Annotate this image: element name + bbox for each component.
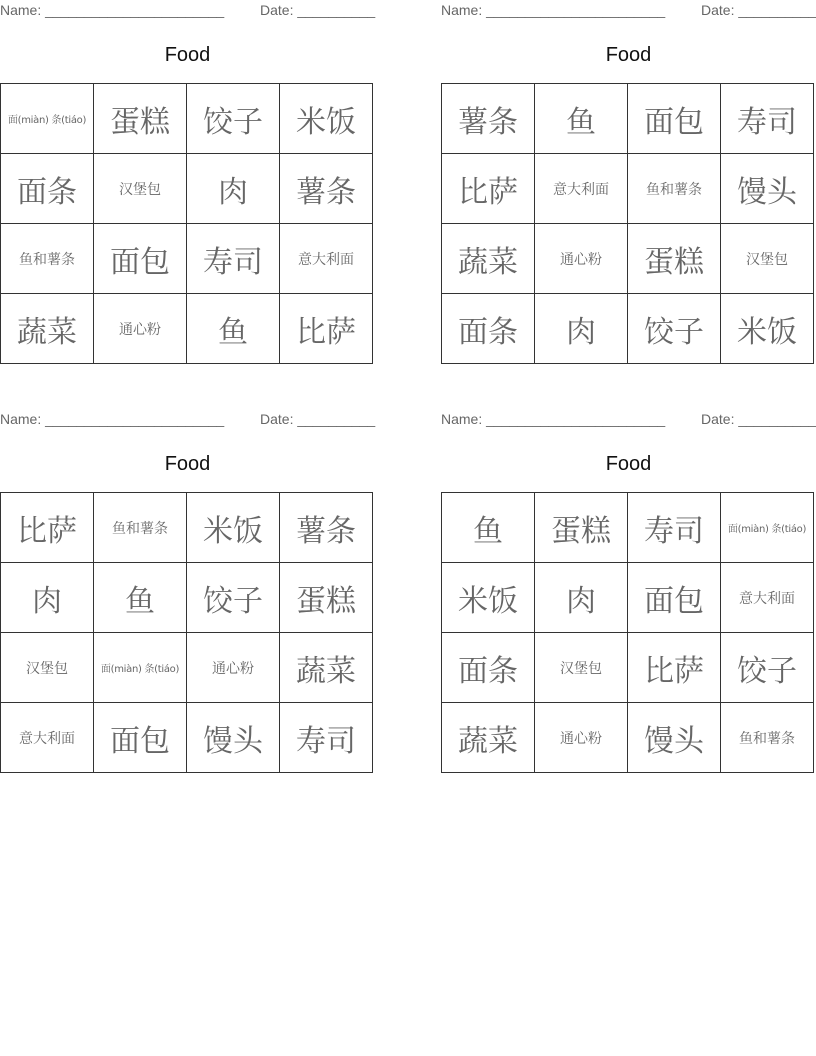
grid-cell: 米饭	[280, 84, 373, 154]
grid-cell: 肉	[535, 563, 628, 633]
grid-row	[1, 493, 373, 563]
grid-cell: 意大利面	[535, 154, 628, 224]
grid-cell: 鱼和薯条	[628, 154, 721, 224]
grid-cell: 面条	[442, 294, 535, 364]
grid-cell: 蔬菜	[442, 703, 535, 773]
grid-cell: 汉堡包	[721, 224, 814, 294]
grid-cell: 面包	[94, 224, 187, 294]
date-field-label: Date: __________	[701, 2, 816, 18]
grid-row	[1, 294, 373, 364]
grid-cell: 蔬菜	[442, 224, 535, 294]
bingo-grid	[0, 492, 373, 773]
grid-cell: 面(miàn) 条(tiáo)	[1, 84, 94, 154]
grid-cell: 鱼	[535, 84, 628, 154]
grid-cell: 蔬菜	[1, 294, 94, 364]
grid-row	[442, 224, 814, 294]
name-field-label: Name: _______________________	[0, 2, 225, 18]
grid-cell: 米饭	[721, 294, 814, 364]
grid-cell: 面包	[94, 703, 187, 773]
grid-cell: 饺子	[721, 633, 814, 703]
grid-cell: 意大利面	[721, 563, 814, 633]
grid-row	[442, 493, 814, 563]
grid-cell: 蛋糕	[280, 563, 373, 633]
grid-cell: 蛋糕	[94, 84, 187, 154]
grid-cell: 肉	[1, 563, 94, 633]
grid-cell: 薯条	[442, 84, 535, 154]
grid-row	[442, 563, 814, 633]
grid-cell: 面条	[1, 154, 94, 224]
grid-cell: 汉堡包	[535, 633, 628, 703]
grid-cell: 面包	[628, 84, 721, 154]
grid-cell: 意大利面	[1, 703, 94, 773]
card-title: Food	[605, 453, 652, 475]
grid-row	[442, 84, 814, 154]
grid-cell: 通心粉	[94, 294, 187, 364]
grid-cell: 饺子	[187, 563, 280, 633]
grid-row	[1, 563, 373, 633]
grid-cell: 通心粉	[187, 633, 280, 703]
grid-cell: 通心粉	[535, 224, 628, 294]
grid-cell: 馒头	[187, 703, 280, 773]
card-title: Food	[605, 44, 652, 66]
grid-cell: 比萨	[442, 154, 535, 224]
date-field-label: Date: __________	[701, 411, 816, 427]
grid-cell: 鱼和薯条	[94, 493, 187, 563]
grid-cell: 面包	[628, 563, 721, 633]
grid-cell: 寿司	[628, 493, 721, 563]
grid-cell: 比萨	[628, 633, 721, 703]
name-field-label: Name: _______________________	[441, 2, 666, 18]
grid-row	[1, 154, 373, 224]
grid-cell: 薯条	[280, 493, 373, 563]
grid-cell: 鱼	[94, 563, 187, 633]
grid-cell: 馒头	[628, 703, 721, 773]
grid-row	[442, 154, 814, 224]
grid-cell: 比萨	[1, 493, 94, 563]
grid-cell: 蔬菜	[280, 633, 373, 703]
name-field-label: Name: _______________________	[441, 411, 666, 427]
grid-row	[1, 224, 373, 294]
grid-cell: 米饭	[187, 493, 280, 563]
grid-cell: 寿司	[187, 224, 280, 294]
bingo-grid	[441, 492, 814, 773]
grid-cell: 鱼	[187, 294, 280, 364]
grid-cell: 肉	[187, 154, 280, 224]
bingo-grid	[0, 83, 373, 364]
grid-row	[1, 703, 373, 773]
grid-cell: 饺子	[187, 84, 280, 154]
bingo-grid	[441, 83, 814, 364]
date-field-label: Date: __________	[260, 2, 376, 18]
grid-row	[442, 703, 814, 773]
grid-cell: 意大利面	[280, 224, 373, 294]
grid-cell: 面(miàn) 条(tiáo)	[94, 633, 187, 703]
grid-row	[442, 633, 814, 703]
grid-cell: 馒头	[721, 154, 814, 224]
date-field-label: Date: __________	[260, 411, 376, 427]
grid-row	[1, 633, 373, 703]
grid-cell: 鱼	[442, 493, 535, 563]
grid-cell: 鱼和薯条	[1, 224, 94, 294]
grid-cell: 薯条	[280, 154, 373, 224]
card-title: Food	[164, 44, 211, 66]
grid-cell: 面(miàn) 条(tiáo)	[721, 493, 814, 563]
grid-row	[442, 294, 814, 364]
grid-row	[1, 84, 373, 154]
grid-cell: 通心粉	[535, 703, 628, 773]
grid-cell: 肉	[535, 294, 628, 364]
grid-cell: 面条	[442, 633, 535, 703]
grid-cell: 汉堡包	[94, 154, 187, 224]
grid-cell: 饺子	[628, 294, 721, 364]
grid-cell: 鱼和薯条	[721, 703, 814, 773]
grid-cell: 汉堡包	[1, 633, 94, 703]
grid-cell: 寿司	[280, 703, 373, 773]
card-title: Food	[164, 453, 211, 475]
grid-cell: 蛋糕	[535, 493, 628, 563]
grid-cell: 寿司	[721, 84, 814, 154]
name-field-label: Name: _______________________	[0, 411, 225, 427]
grid-cell: 比萨	[280, 294, 373, 364]
grid-cell: 米饭	[442, 563, 535, 633]
grid-cell: 蛋糕	[628, 224, 721, 294]
